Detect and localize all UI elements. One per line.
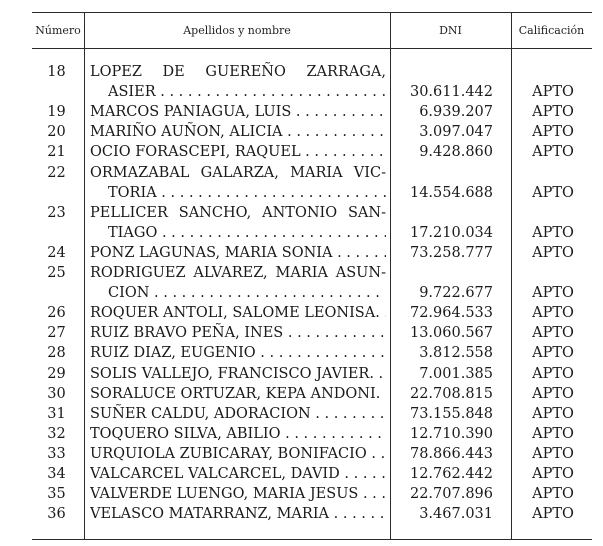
row-number: 24 bbox=[47, 244, 66, 261]
row-calificacion: APTO bbox=[532, 345, 574, 362]
row-name: SORALUCE ORTUZAR, KEPA ANDONI. . . . bbox=[90, 384, 386, 404]
row-number: 29 bbox=[47, 365, 66, 382]
row-calificacion: APTO bbox=[532, 224, 574, 241]
row-dni: 3.812.558 bbox=[419, 345, 493, 362]
row-name: URQUIOLA ZUBICARAY, BONIFACIO . . . bbox=[90, 444, 386, 464]
row-number: 33 bbox=[47, 445, 66, 462]
row-dni: 22.708.815 bbox=[409, 385, 493, 402]
row-number: 32 bbox=[47, 425, 66, 442]
row-dni: 17.210.034 bbox=[409, 224, 493, 241]
row-name: PONZ LAGUNAS, MARIA SONIA . . . bbox=[90, 243, 386, 263]
row-dni: 3.467.031 bbox=[419, 506, 493, 523]
row-number: 26 bbox=[47, 305, 66, 322]
results-table bbox=[32, 12, 592, 540]
row-name: TOQUERO SILVA, ABILIO . . . bbox=[90, 424, 386, 444]
row-calificacion: APTO bbox=[532, 305, 574, 322]
column-divider bbox=[84, 12, 85, 540]
table-bottom-rule bbox=[32, 539, 592, 540]
row-dni: 12.762.442 bbox=[409, 466, 493, 482]
row-name-continuation: TORIA . . . bbox=[108, 183, 386, 203]
row-number: 25 bbox=[47, 265, 66, 281]
row-calificacion: APTO bbox=[532, 285, 574, 302]
row-name: VALCARCEL VALCARCEL, DAVID . . . bbox=[90, 464, 386, 484]
header-rule bbox=[32, 48, 592, 49]
column-divider bbox=[390, 12, 391, 540]
row-name-continuation: CION . . . bbox=[108, 283, 386, 303]
row-dni: 73.155.848 bbox=[409, 405, 493, 422]
row-number: 28 bbox=[47, 345, 66, 362]
row-number: 19 bbox=[47, 104, 66, 121]
row-name: VALVERDE LUENGO, MARIA JESUS . . . bbox=[90, 484, 386, 504]
row-number: 18 bbox=[47, 64, 66, 80]
row-name: MARIÑO AUÑON, ALICIA . . . bbox=[90, 122, 386, 142]
row-dni: 30.611.442 bbox=[409, 84, 493, 101]
row-name: SUÑER CALDU, ADORACION . . . bbox=[90, 404, 386, 424]
header-dni: DNI bbox=[439, 24, 462, 37]
row-name: LOPEZ DE GUEREÑO ZARRAGA, bbox=[90, 64, 386, 80]
row-dni: 22.707.896 bbox=[409, 486, 493, 503]
header-apellidos-nombre: Apellidos y nombre bbox=[183, 24, 291, 37]
row-calificacion: APTO bbox=[532, 405, 574, 422]
row-number: 30 bbox=[47, 385, 66, 402]
row-name: RUIZ DIAZ, EUGENIO . . . bbox=[90, 343, 386, 363]
header-calificacion: Calificación bbox=[518, 24, 585, 37]
row-name: RUIZ BRAVO PEÑA, INES . . . bbox=[90, 323, 386, 343]
row-number: 31 bbox=[47, 405, 66, 422]
row-number: 22 bbox=[47, 164, 66, 181]
row-calificacion: APTO bbox=[532, 144, 574, 161]
header-numero: Número bbox=[35, 24, 81, 37]
row-dni: 7.001.385 bbox=[419, 365, 493, 382]
row-dni: 73.258.777 bbox=[409, 244, 493, 261]
row-number: 23 bbox=[47, 204, 66, 221]
row-dni: 72.964.533 bbox=[409, 305, 493, 322]
row-dni: 14.554.688 bbox=[409, 184, 493, 201]
row-name-continuation: ASIER . . . bbox=[108, 82, 386, 102]
row-number: 21 bbox=[47, 144, 66, 161]
row-dni: 13.060.567 bbox=[409, 325, 493, 342]
row-calificacion: APTO bbox=[532, 184, 574, 201]
row-calificacion: APTO bbox=[532, 84, 574, 101]
row-number: 20 bbox=[47, 124, 66, 141]
row-dni: 12.710.390 bbox=[409, 425, 493, 442]
row-dni: 78.866.443 bbox=[409, 445, 493, 462]
row-calificacion: APTO bbox=[532, 325, 574, 342]
table-top-rule bbox=[32, 12, 592, 13]
row-dni: 6.939.207 bbox=[419, 104, 493, 121]
row-calificacion: APTO bbox=[532, 445, 574, 462]
row-calificacion: APTO bbox=[532, 506, 574, 523]
row-name: MARCOS PANIAGUA, LUIS . . . bbox=[90, 102, 386, 122]
row-calificacion: APTO bbox=[532, 104, 574, 121]
row-calificacion: APTO bbox=[532, 486, 574, 503]
row-calificacion: APTO bbox=[532, 244, 574, 261]
row-number: 36 bbox=[47, 506, 66, 523]
column-divider bbox=[511, 12, 512, 540]
row-name: ORMAZABAL GALARZA, MARIA VIC- bbox=[90, 164, 386, 181]
row-name: OCIO FORASCEPI, RAQUEL . . . bbox=[90, 142, 386, 162]
row-number: 35 bbox=[47, 486, 66, 503]
row-calificacion: APTO bbox=[532, 466, 574, 482]
row-calificacion: APTO bbox=[532, 124, 574, 141]
row-name: RODRIGUEZ ALVAREZ, MARIA ASUN- bbox=[90, 265, 386, 281]
row-name: SOLIS VALLEJO, FRANCISCO JAVIER. . . . bbox=[90, 364, 386, 384]
row-name-continuation: TIAGO . . . bbox=[108, 223, 386, 243]
row-name: VELASCO MATARRANZ, MARIA . . . bbox=[90, 504, 386, 524]
row-name: PELLICER SANCHO, ANTONIO SAN- bbox=[90, 204, 386, 221]
row-calificacion: APTO bbox=[532, 425, 574, 442]
row-dni: 9.722.677 bbox=[419, 285, 493, 302]
row-calificacion: APTO bbox=[532, 385, 574, 402]
row-dni: 9.428.860 bbox=[419, 144, 493, 161]
row-number: 34 bbox=[47, 466, 66, 482]
row-dni: 3.097.047 bbox=[419, 124, 493, 141]
row-name: ROQUER ANTOLI, SALOME LEONISA. . . . bbox=[90, 303, 386, 323]
row-number: 27 bbox=[47, 325, 66, 342]
row-calificacion: APTO bbox=[532, 365, 574, 382]
